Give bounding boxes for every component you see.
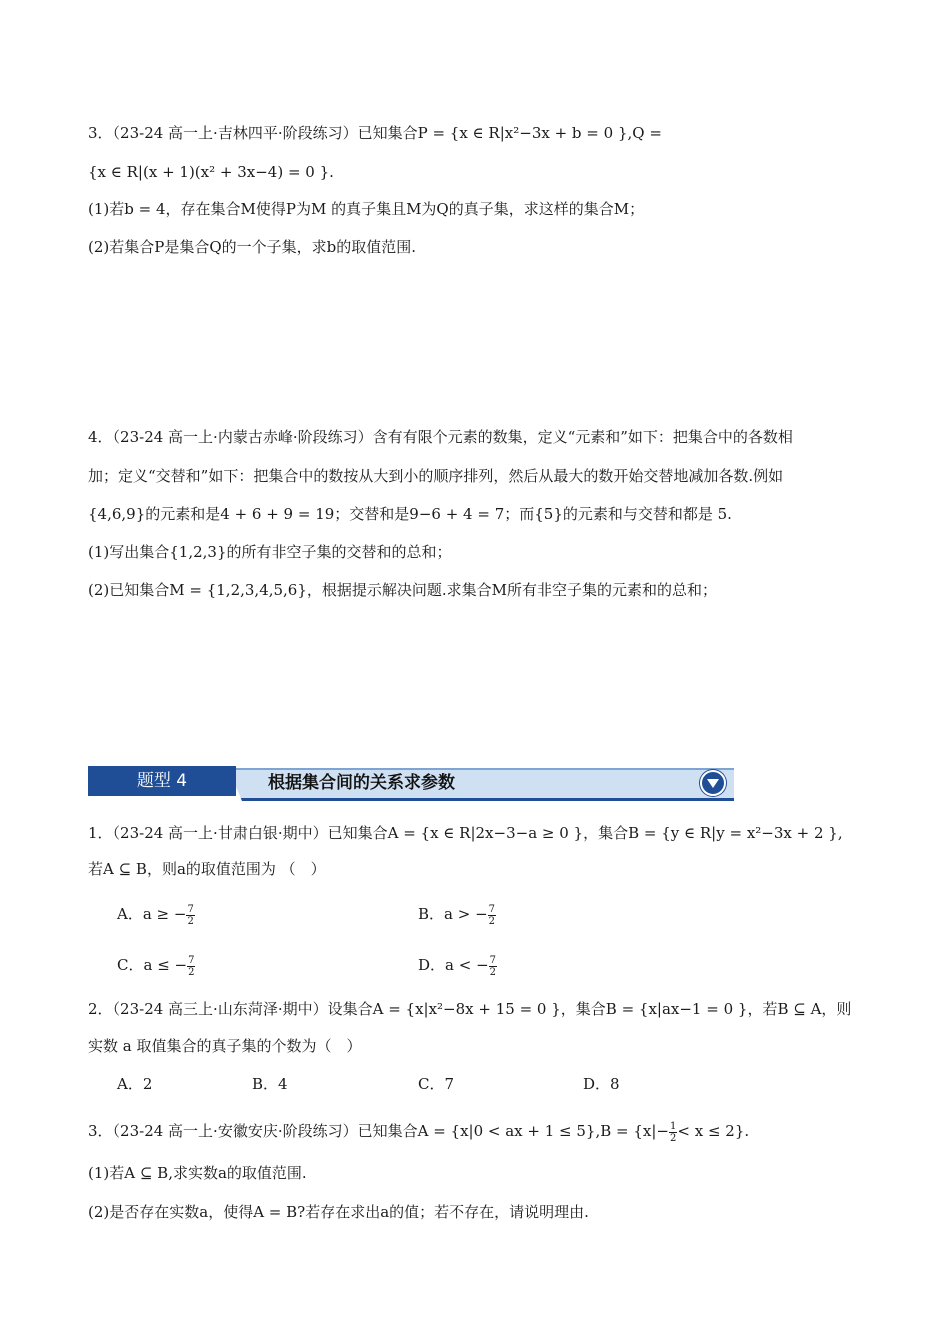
fraction: $\frac{7}{2}$ [187, 903, 194, 927]
q4-line-2: 加；定义“交替和”如下：把集合中的数按从大到小的顺序排列，然后从最大的数开始交替地减加各数.例如 [88, 467, 784, 485]
b1-option-c[interactable]: C．a ≤ − $\frac{7}{2}$ [117, 954, 195, 978]
q3-line-3: (1)若b = 4，存在集合M使得P为M 的真子集且M为Q的真子集，求这样的集合M； [88, 200, 645, 218]
q4-line-1: 4．（23-24 高一上·内蒙古赤峰·阶段练习）含有有限个元素的数集，定义“元素和”如下：把集合中的各数相 [88, 428, 793, 446]
q4-line-4: (1)写出集合{1,2,3}的所有非空子集的交替和的总和； [88, 543, 452, 561]
banner-label: 题型 4 [88, 766, 236, 796]
b2-option-d[interactable]: D．8 [583, 1075, 620, 1093]
section-banner [88, 766, 736, 800]
b2-line-2: 实数 a 取值集合的真子集的个数为（ ） [88, 1037, 362, 1055]
b2-option-b[interactable]: B．4 [252, 1075, 288, 1093]
b1-option-b[interactable]: B．a > − $\frac{7}{2}$ [418, 903, 496, 927]
b2-option-a[interactable]: A．2 [117, 1075, 153, 1093]
b2-line-1: 2．（23-24 高三上·山东菏泽·期中）设集合A = {x|x²−8x + 15 = 0 }，集合B = {x|ax−1 = 0 }，若B ⊆ A，则 [88, 1000, 852, 1018]
q3-line-1: 3．（23-24 高一上·吉林四平·阶段练习）已知集合P = {x ∈ R|x²−3x + b = 0 },Q = [88, 124, 662, 142]
chevron-down-circle-icon[interactable] [700, 770, 726, 796]
b1-line-2: 若A ⊆ B，则a的取值范围为 （ ） [88, 860, 326, 878]
b3-line-3: (2)是否存在实数a，使得A = B?若存在求出a的值；若不存在，请说明理由. [88, 1203, 589, 1221]
banner-title: 根据集合间的关系求参数 [268, 773, 455, 793]
fraction: $\frac{7}{2}$ [489, 954, 497, 978]
b3-line-1: 3．（23-24 高一上·安徽安庆·阶段练习）已知集合A = {x|0 < ax + 1 ≤ 5},B = {x|− $\frac{1}{2}$ < x ≤ 2}. [88, 1120, 750, 1144]
q3-line-2: {x ∈ R|(x + 1)(x² + 3x−4) = 0 }. [88, 163, 334, 181]
fraction: $\frac{1}{2}$ [670, 1120, 677, 1144]
q4-line-3: {4,6,9}的元素和是4 + 6 + 9 = 19；交替和是9−6 + 4 = 7；而{5}的元素和与交替和都是 5. [88, 505, 732, 523]
b3-line-2: (1)若A ⊆ B,求实数a的取值范围. [88, 1164, 307, 1182]
b1-option-d[interactable]: D．a < − $\frac{7}{2}$ [418, 954, 497, 978]
fraction: $\frac{7}{2}$ [188, 954, 195, 978]
b1-line-1: 1．（23-24 高一上·甘肃白银·期中）已知集合A = {x ∈ R|2x−3−a ≥ 0 }，集合B = {y ∈ R|y = x²−3x + 2 }, [88, 824, 843, 842]
b1-option-a[interactable]: A．a ≥ − $\frac{7}{2}$ [117, 903, 194, 927]
q3-line-4: (2)若集合P是集合Q的一个子集，求b的取值范围. [88, 238, 417, 256]
fraction: $\frac{7}{2}$ [488, 903, 496, 927]
b2-option-c[interactable]: C．7 [418, 1075, 455, 1093]
q4-line-5: (2)已知集合M = {1,2,3,4,5,6}，根据提示解决问题.求集合M所有非空子集的元素和的总和； [88, 581, 718, 599]
